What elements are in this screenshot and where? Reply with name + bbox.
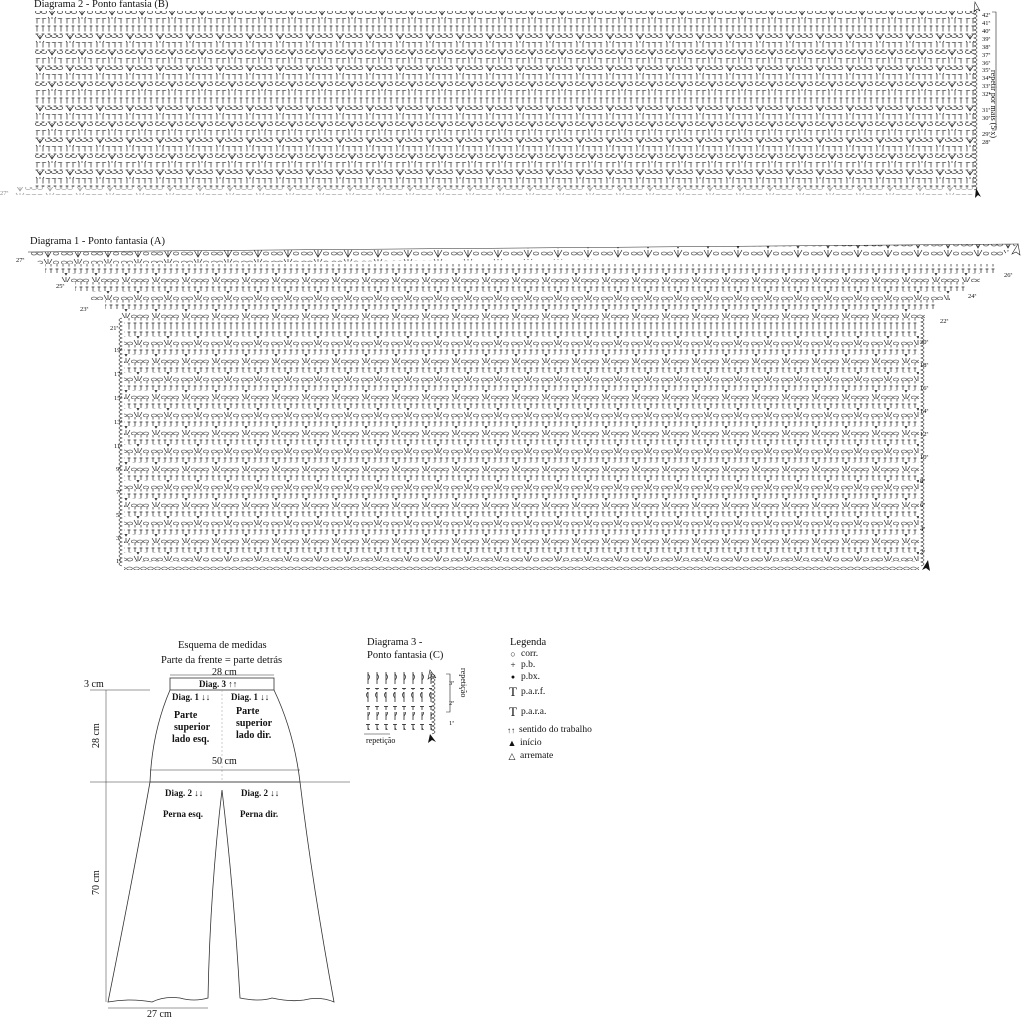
upper-left-l2: superior (174, 722, 211, 733)
legend-item-treble-back (508, 704, 546, 720)
diagram3-title-l1: Diagrama 3 - (367, 637, 423, 648)
row-label: 30ª (982, 115, 991, 122)
diagram3-repeat-bottom: repetição (366, 736, 396, 745)
row-label: 39ª (982, 35, 991, 43)
upper-right-l3: lado dir. (236, 730, 272, 741)
legend-label: p.b. (521, 660, 536, 670)
diagram2-row-label-left: 27ª (0, 190, 9, 197)
treble-crochet-icon: T (509, 684, 517, 699)
row-label: 29ª (982, 130, 991, 138)
legend-title: Legenda (510, 637, 547, 648)
upper-right-diag: Diag. 1 ↓↓ (231, 692, 270, 702)
upper-right-l2: superior (236, 718, 273, 729)
legend-label: arremate (520, 751, 554, 761)
legend-item-direction (506, 725, 592, 735)
start-arrow-icon: ▲ (507, 737, 517, 748)
diagram1-chart (0, 240, 1024, 580)
row-label: 10ª (920, 454, 929, 461)
row-label: 40ª (982, 27, 991, 35)
row-label: 38ª (982, 43, 991, 51)
diagram2-chart (0, 0, 1024, 205)
legend-item-slip-stitch (508, 672, 540, 682)
row-label: 8ª (920, 478, 926, 485)
schema-title: Esquema de medidas (178, 640, 267, 651)
row-label: 5ª (116, 512, 122, 519)
row-label: 14ª (920, 408, 929, 415)
row-label: 42ª (982, 12, 991, 19)
row-label: 25ª (56, 283, 65, 290)
row-label: 26ª (1004, 272, 1013, 279)
legend-label: corr. (521, 649, 539, 659)
row-label: 9ª (116, 466, 122, 473)
row-label: 27ª (16, 257, 25, 264)
legend-item-start (507, 738, 542, 748)
row-label: 24ª (968, 293, 977, 300)
leg-left-diag: Diag. 2 ↓↓ (165, 788, 204, 798)
start-arrow-icon (428, 734, 436, 743)
row-label: 28ª (982, 138, 991, 146)
relief-treble-icon: T (509, 704, 517, 719)
start-arrow-icon (922, 560, 930, 571)
row-label: 1ª (449, 720, 455, 727)
row-label: 34ª (982, 75, 991, 83)
upper-left-l3: lado esq. (172, 734, 210, 745)
row-label: 15ª (114, 395, 123, 402)
row-label: 33ª (982, 83, 991, 91)
legend-item-single-crochet (508, 660, 535, 670)
work-direction-icon: ↑↑ (507, 725, 515, 735)
upper-left-diag: Diag. 1 ↓↓ (172, 692, 211, 702)
row-label: 31ª (982, 107, 991, 115)
row-label: 41ª (982, 19, 991, 27)
leg-right-diag: Diag. 2 ↓↓ (241, 788, 280, 798)
diagram2-row-labels (982, 12, 990, 147)
diagram2-repeat-note: repetir por mais (5 x) (989, 70, 998, 138)
legend-label: p.a.r.a. (521, 707, 547, 717)
row-label: 13ª (114, 419, 123, 426)
legend-label: p.bx. (521, 672, 540, 682)
finish-arrow-icon: △ (508, 750, 516, 761)
row-label: 35ª (982, 67, 991, 75)
single-crochet-icon: + (510, 659, 516, 670)
row-label: 36ª (982, 59, 991, 67)
bottom-width-label: 27 cm (147, 1009, 172, 1020)
schema-subtitle: Parte da frente = parte detrás (161, 655, 283, 666)
row-label: 2ª (449, 700, 455, 707)
upper-right-l1: Parte (236, 706, 260, 717)
row-label: 18ª (920, 362, 929, 369)
chain-stitch-icon: ○ (510, 648, 516, 659)
row-label: 6ª (920, 502, 926, 509)
row-label: 4ª (920, 526, 926, 533)
row-label: 22ª (940, 318, 949, 325)
start-arrow-icon (975, 188, 981, 198)
row-label: 16ª (920, 385, 929, 392)
row-label: 2ª (920, 549, 926, 556)
legend-label: início (520, 738, 542, 748)
leg-right-name: Perna dir. (240, 809, 279, 819)
upper-height-label: 28 cm (91, 723, 102, 748)
row-label: 32ª (982, 91, 991, 99)
diagram1-title: Diagrama 1 - Ponto fantasia (A) (30, 236, 165, 247)
upper-left-l1: Parte (174, 710, 198, 721)
row-label: 3ª (449, 680, 455, 687)
diag3-label: Diag. 3 ↑↑ (199, 679, 238, 689)
legend-item-treble-front (508, 684, 545, 700)
row-label: 19ª (114, 347, 123, 354)
waist-height-label: 3 cm (84, 679, 104, 690)
row-label: 11ª (114, 443, 123, 450)
diagram3-title-l2: Ponto fantasia (C) (367, 650, 444, 661)
diagram2-title: Diagrama 2 - Ponto fantasia (B) (34, 0, 169, 10)
slip-stitch-icon: ● (510, 672, 516, 681)
legend-item-finish (507, 751, 553, 761)
legend-label: sentido do trabalho (519, 725, 592, 735)
measurement-schema (90, 672, 350, 1017)
row-label: 21ª (110, 325, 119, 332)
row-label: 37ª (982, 51, 991, 59)
row-label: 7ª (116, 489, 122, 496)
row-label: 12ª (920, 431, 929, 438)
legend-label: p.a.r.f. (521, 687, 546, 697)
leg-height-label: 70 cm (91, 870, 102, 895)
hip-width-label: 50 cm (212, 756, 237, 767)
row-label: 17ª (114, 371, 123, 378)
row-label: 1ª (116, 558, 122, 565)
row-label: 23ª (80, 306, 89, 313)
diagram3-repeat-side: repetição (459, 668, 468, 698)
row-label: 20ª (920, 339, 929, 346)
row-label: 3ª (116, 535, 122, 542)
top-width-label: 28 cm (212, 667, 237, 678)
legend-item-chain (508, 649, 538, 659)
leg-left-name: Perna esq. (163, 809, 203, 819)
